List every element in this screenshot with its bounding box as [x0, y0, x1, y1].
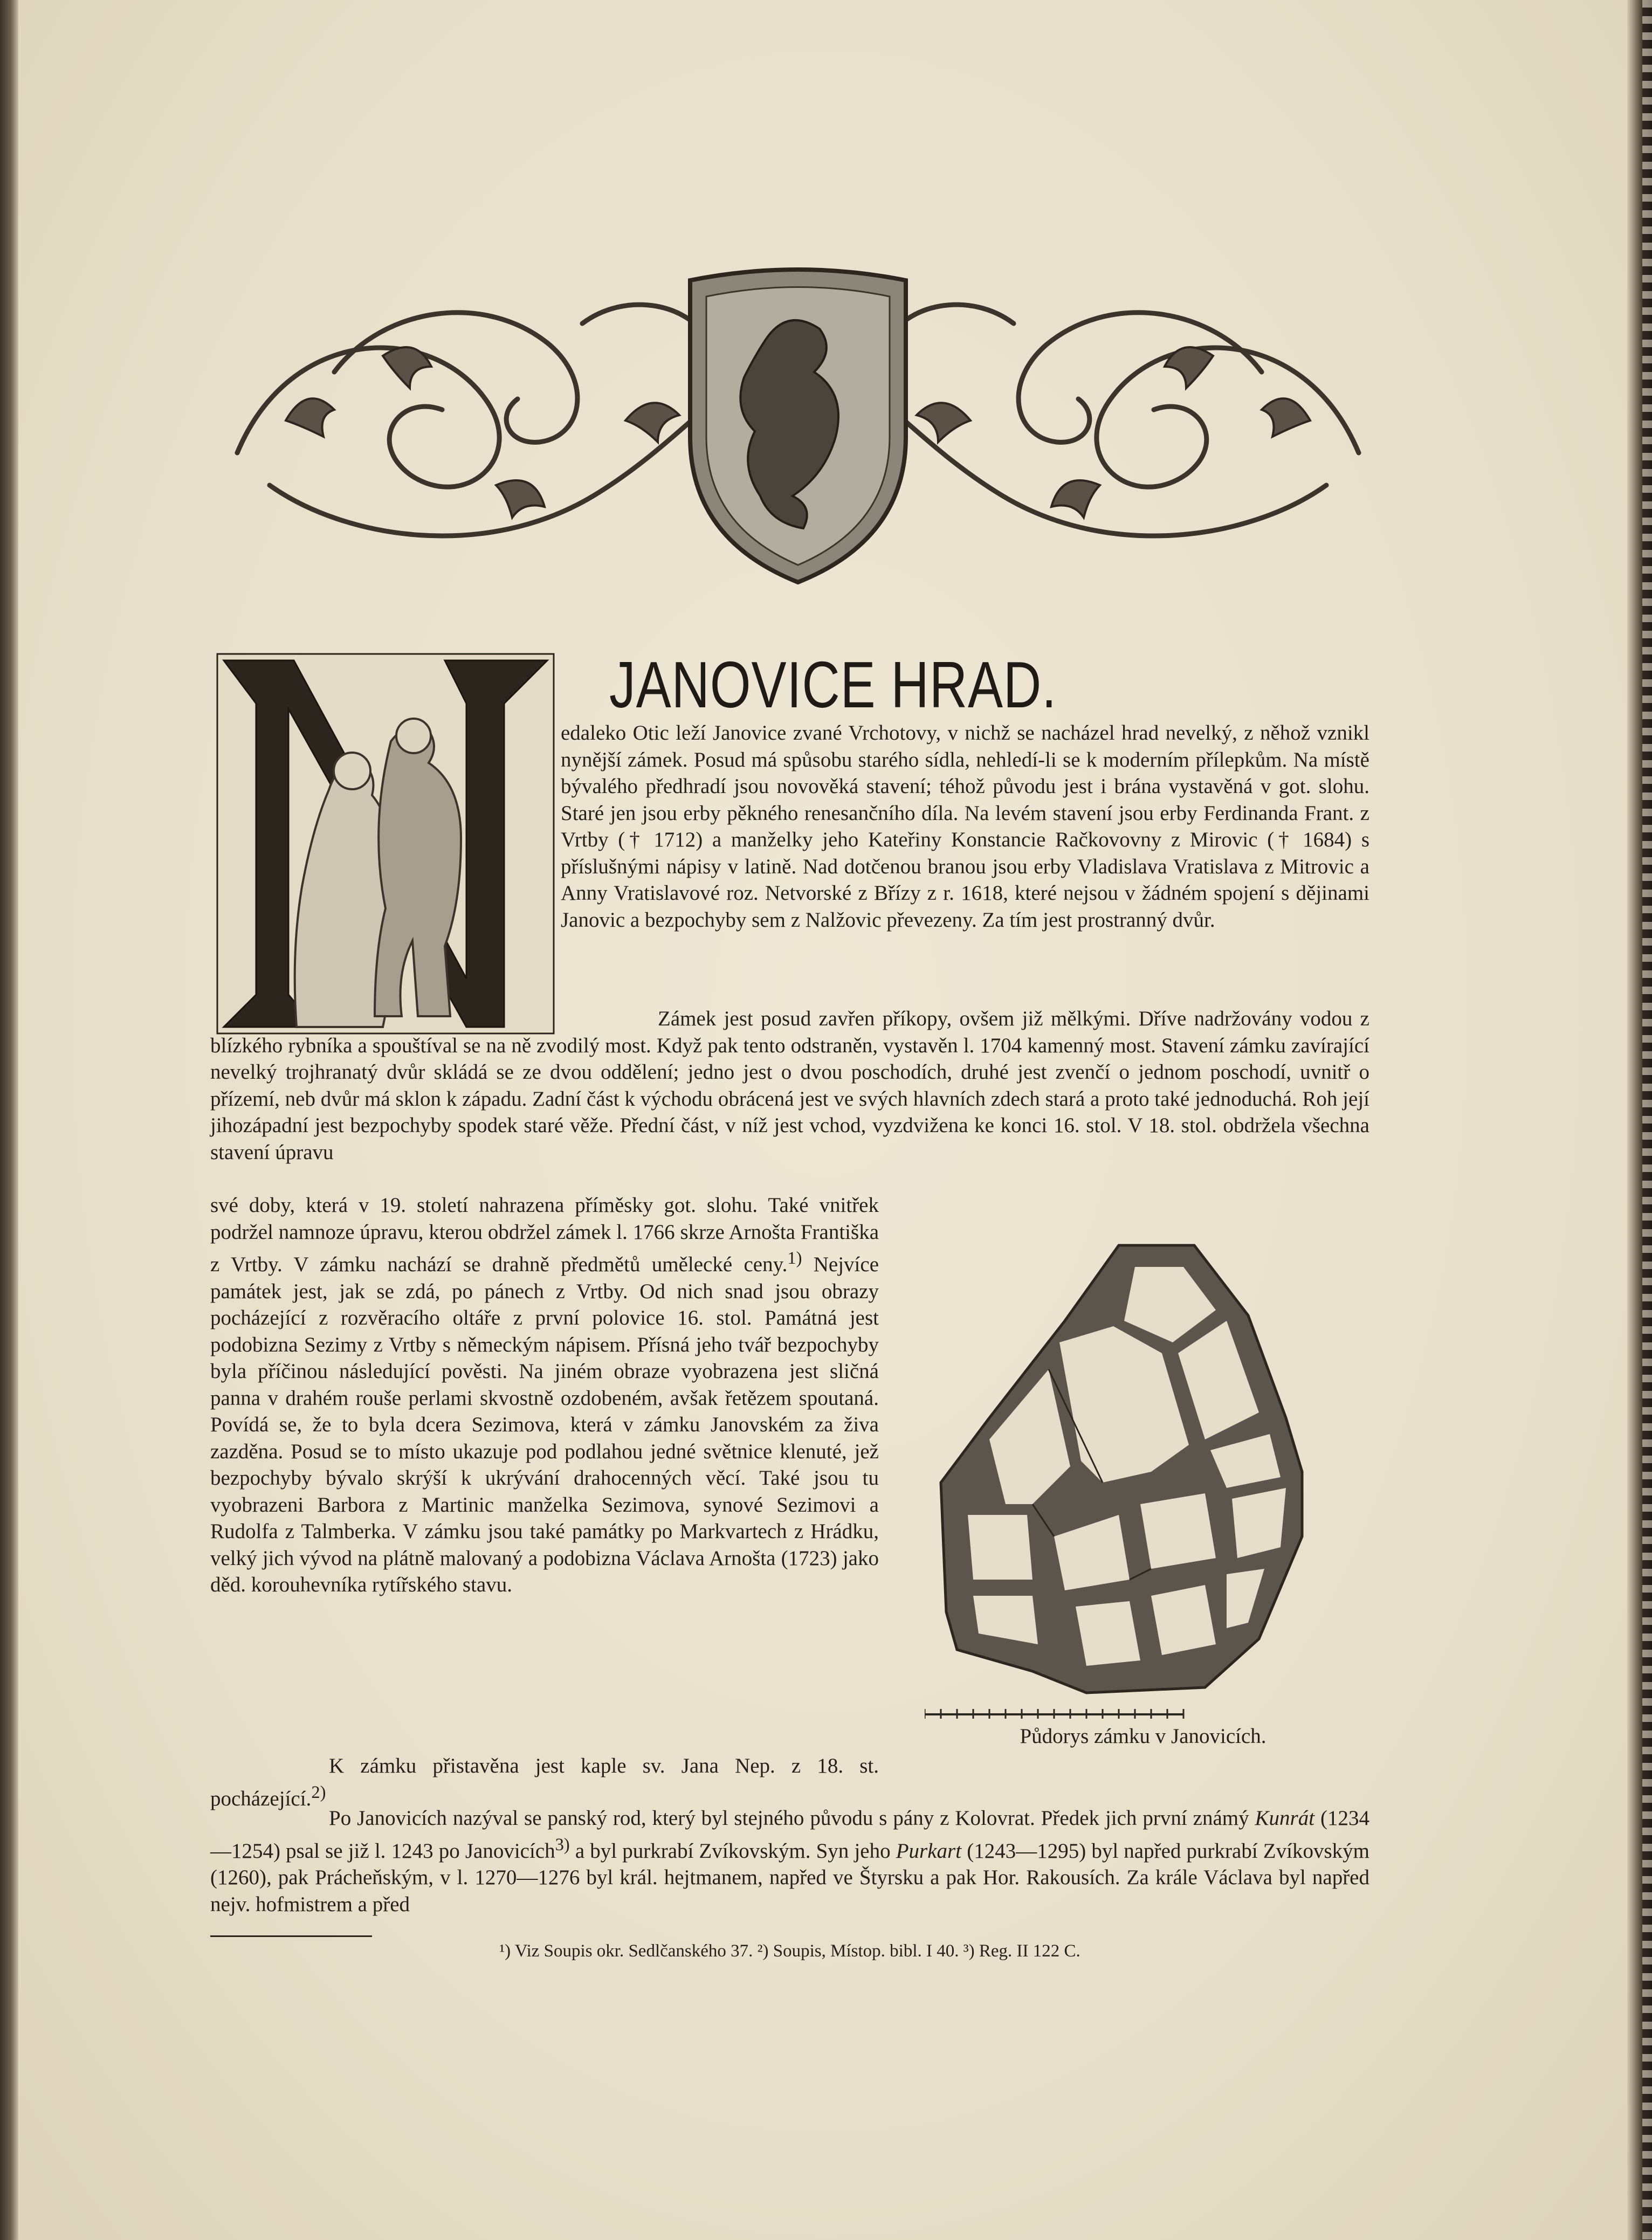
castle-floor-plan [925, 1235, 1367, 1720]
paragraph-family-history [210, 1805, 1369, 1918]
figure-caption: Půdorys zámku v Janovicích. [1020, 1725, 1266, 1748]
name-kunrat: Kunrát [1255, 1807, 1315, 1830]
text-run: K zámku přistavěna jest kaple sv. Jana Nep. z 18. st. pocházející. [210, 1754, 879, 1810]
footnote-divider [210, 1935, 372, 1937]
text-run: Po Janovicích nazýval se panský rod, který byl stejného původu s pány z Kolovrat. Předek jich první známý [329, 1807, 1255, 1830]
book-gutter [0, 0, 18, 2240]
text-run: Nejvíce památek jest, jak se zdá, po pánech z Vrtby. Od nich snad jsou obrazy pocházející z rozvěracího oltáře z první polovice 16. stol. Památná jest podobizna Sezimy z Vrtby s německým nápisem. Přísná jeho tvář bezpochyby byla příčinou následující pověsti. Na jiném obraze vyobrazena jest sličná panna v drahém rouše perlami skvostně ozdobeném, avšak řetězem spoutaná. Povídá se, že to byla dcera Sezimova, která v zámku Janovském za živa zazděna. Posud se to místo ukazuje pod podlahou jedné světnice klenuté, jež bezpochyby bývalo skrýší k ukrývání drahocenných věcí. Také jsou tu vyobrazeni Barbora z Martinic manželka Sezimova, synové Sezimovi a Rudolfa z Talmberka. V zámku jsou také památky po Markvartech z Hrádku, velký jich vývod na plátně malovaný a podobizna Václava Arnošta (1723) jako děd. korouhevníka rytířského stavu. [210, 1253, 879, 1596]
text-run: své doby, která v 19. století nahrazena příměsky got. slohu. Také vnitřek podržel namnoze úpravu, kterou obdržel zámek l. 1766 skrze Arnošta Františka z Vrtby. V zámku nachází se drahně předmětů umělecké ceny. [210, 1194, 879, 1276]
footnote-ref: 3) [555, 1835, 570, 1855]
ornamental-headpiece [205, 259, 1391, 593]
text-run: (1234—1254) psal se již l. 1243 po Janovicích [210, 1807, 1369, 1863]
footnote-ref: 2) [311, 1782, 326, 1802]
paragraph-castle-description: Zámek jest posud zavřen příkopy, ovšem již mělkými. Dříve nadržovány vodou z blízkého rybníka a spouštíval se na ně zvodilý most. Když pak tento odstraněn, vystavěn l. 1704 kamenný most. Stavení zámku zavírající nevelký trojhranatý dvůr skládá se ze dvou oddělení; jedno jest o dvou poschodích, druhé jest zvenčí o jednom poschodí, uvnitř o přízemí, neb dvůr má sklon k západu. Zadní část k východu obrácená jest ve svých hlavních zdech stará a proto také jednoduchá. Roh její jihozápadní jest bezpochyby spodek staré věže. Přední část, v níž jest vchod, vyzdvižena ke konci 16. stol. V 18. stol. obdržela všechna stavení úpravu [210, 1007, 1369, 1164]
footnotes: ¹) Viz Soupis okr. Sedlčanského 37. ²) Soupis, Místop. bibl. I 40. ³) Reg. II 122 C. [499, 1941, 1080, 1961]
paragraph-castle-interior [210, 1192, 879, 1598]
paragraph-chapel [210, 1753, 879, 1812]
name-purkart: Purkart [896, 1839, 962, 1863]
footnote-ref: 1) [787, 1249, 802, 1268]
page-title: JANOVICE HRAD. [609, 648, 1057, 721]
text-run: (1243—1295) byl napřed purkrabí Zvíkovským (1260), pak Prácheňským, v l. 1270—1276 byl král. hejtmanem, napřed ve Štyrsku a pak Hor. Rakousích. Za krále Václava byl napřed nejv. hofmistrem a před [210, 1839, 1369, 1916]
text-run: a byl purkrabí Zvíkovským. Syn jeho [569, 1839, 896, 1863]
page-edge-pattern [1642, 0, 1652, 2240]
paragraph-intro: edaleko Otic leží Janovice zvané Vrchotovy, v nichž se nacházel hrad nevelký, z něhož vznikl nynější zámek. Posud má spůsobu starého sídla, nehledí-li se k moderním přílepkům. Na místě bývalého předhradí jsou novověká stavení; téhož původu jest i brána vystavěná v got. slohu. Staré jen jsou erby pěkného renesančního díla. Na levém stavení jsou erby Ferdinanda Frant. z Vrtby († 1712) a manželky jeho Kateřiny Konstancie Račkovovny z Mirovic († 1684) s příslušnými nápisy v latině. Nad dotčenou branou jsou erby Vladislava Vratislava z Mitrovic a Anny Vratislavové roz. Netvorské z Břízy z r. 1618, které nejsou v žádném spojení s dějinami Janovic a bezpochyby sem z Nalžovic převezeny. Za tím jest prostranný dvůr. [561, 721, 1369, 932]
decorated-initial-n [213, 650, 558, 1038]
